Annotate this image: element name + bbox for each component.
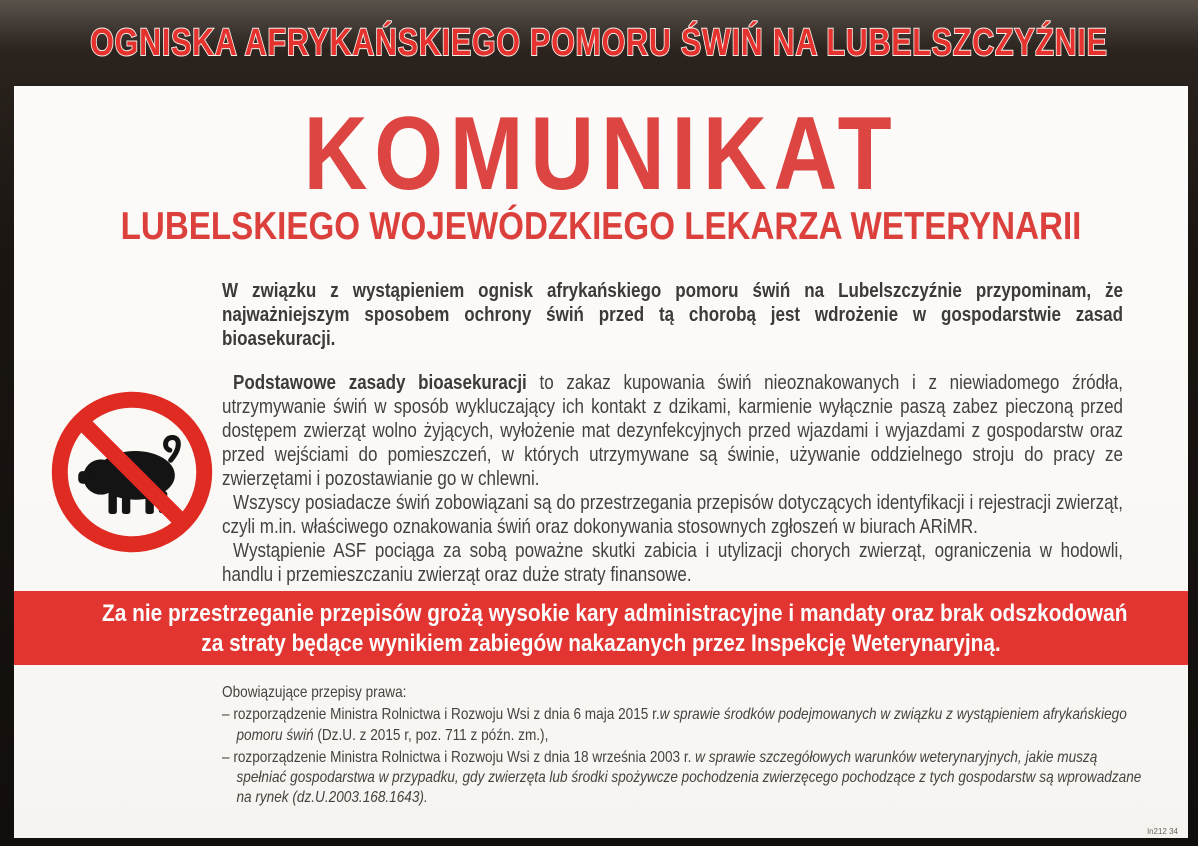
page-title: KOMUNIKAT bbox=[303, 96, 899, 212]
scan-code: ln212 34 bbox=[1147, 827, 1178, 836]
body-text bbox=[222, 371, 1123, 587]
paragraph-biosecurity bbox=[222, 371, 1123, 491]
legal-heading: Obowiązujące przepisy prawa: bbox=[222, 683, 407, 701]
paragraph-asf-consequences: Wystąpienie ASF pociąga za sobą poważne skutki zabicia i utylizacji chorych zwierząt, ograniczenia w hodowli, handlu i przemieszczaniu zwierząt oraz duże straty finansowe. bbox=[222, 539, 1124, 586]
no-pigs-icon bbox=[48, 388, 216, 556]
intro-paragraph: W związku z wystąpieniem ognisk afrykańskiego pomoru świń na Lubelszczyźnie przypominam, że najważniejszym sposobem ochrony świń przed tą chorobą jest wdrożenie w gospodarstwie zasad bioasekuracji. bbox=[222, 279, 1123, 350]
poster-page bbox=[14, 86, 1188, 838]
legal-section bbox=[222, 683, 1144, 809]
page-subtitle: LUBELSKIEGO WOJEWÓDZKIEGO LEKARZA WETERYNARII bbox=[120, 205, 1082, 248]
paragraph-biosecurity-rest: to zakaz kupowania świń nieoznakowanych i z niewiadomego źródła, utrzymywanie świń w sposób wykluczający ich kontakt z dzikami, karmienie wyłącznie paszą zabez pieczoną przed dostępem zwierząt wolno żyjących, wyłożenie mat dezynfekcyjnych przed wjazdami i wyjazdami z gospodarstw oraz przed wejściami do pomieszczeń, w których utrzymywane są świnie, używanie oddzielnego stroju do pracy ze zwierzętami i pozostawianie go w chlewni. bbox=[222, 371, 1124, 490]
legal-item-2015 bbox=[222, 705, 1144, 746]
top-banner-text: OGNISKA AFRYKAŃSKIEGO POMORU ŚWIŃ NA LUBELSZCZYŹNIE bbox=[90, 21, 1108, 64]
legal-item-2015-italic: w sprawie środków podejmowanych w związku z wystąpieniem afrykańskiego pomoru świń bbox=[236, 706, 1127, 744]
warning-banner bbox=[14, 591, 1188, 665]
legal-item-2015-normal: – rozporządzenie Ministra Rolnictwa i Rozwoju Wsi z dnia 6 maja 2015 r. bbox=[222, 706, 660, 724]
warning-line-2: za straty będące wynikiem zabiegów nakazanych przez Inspekcję Weterynaryjną. bbox=[201, 629, 1001, 657]
no-pigs-icon-svg bbox=[48, 388, 216, 556]
warning-line-1: Za nie przestrzeganie przepisów grożą wysokie kary administracyjne i mandaty oraz brak odszkodowań bbox=[102, 599, 1128, 627]
legal-item-2003-italic: w sprawie szczegółowych warunków weterynaryjnych, jakie muszą spełniać gospodarstwa w przypadku, gdy zwierzęta lub środki spożywcze pochodzenia zwierzęcego pochodzące z tych gospodarstw są wprowadzane na rynek (dz.U.2003.168.1643). bbox=[236, 748, 1142, 807]
top-banner bbox=[0, 0, 1198, 86]
legal-item-2003-normal: – rozporządzenie Ministra Rolnictwa i Rozwoju Wsi z dnia 18 września 2003 r. bbox=[222, 748, 696, 766]
legal-item-2015-tail: (Dz.U. z 2015 r, poz. 711 z późn. zm.), bbox=[313, 726, 549, 744]
paragraph-identification: Wszyscy posiadacze świń zobowiązani są do przestrzegania przepisów dotyczących identyfikacji i rejestracji zwierząt, czyli m.in. właściwego oznakowania świń oraz dokonywania stosownych zgłoszeń w biurach ARiMR. bbox=[222, 491, 1124, 538]
legal-item-2003 bbox=[222, 748, 1144, 809]
warning-banner-text bbox=[102, 599, 1128, 659]
paragraph-biosecurity-lead: Podstawowe zasady bioasekuracji bbox=[233, 371, 527, 394]
